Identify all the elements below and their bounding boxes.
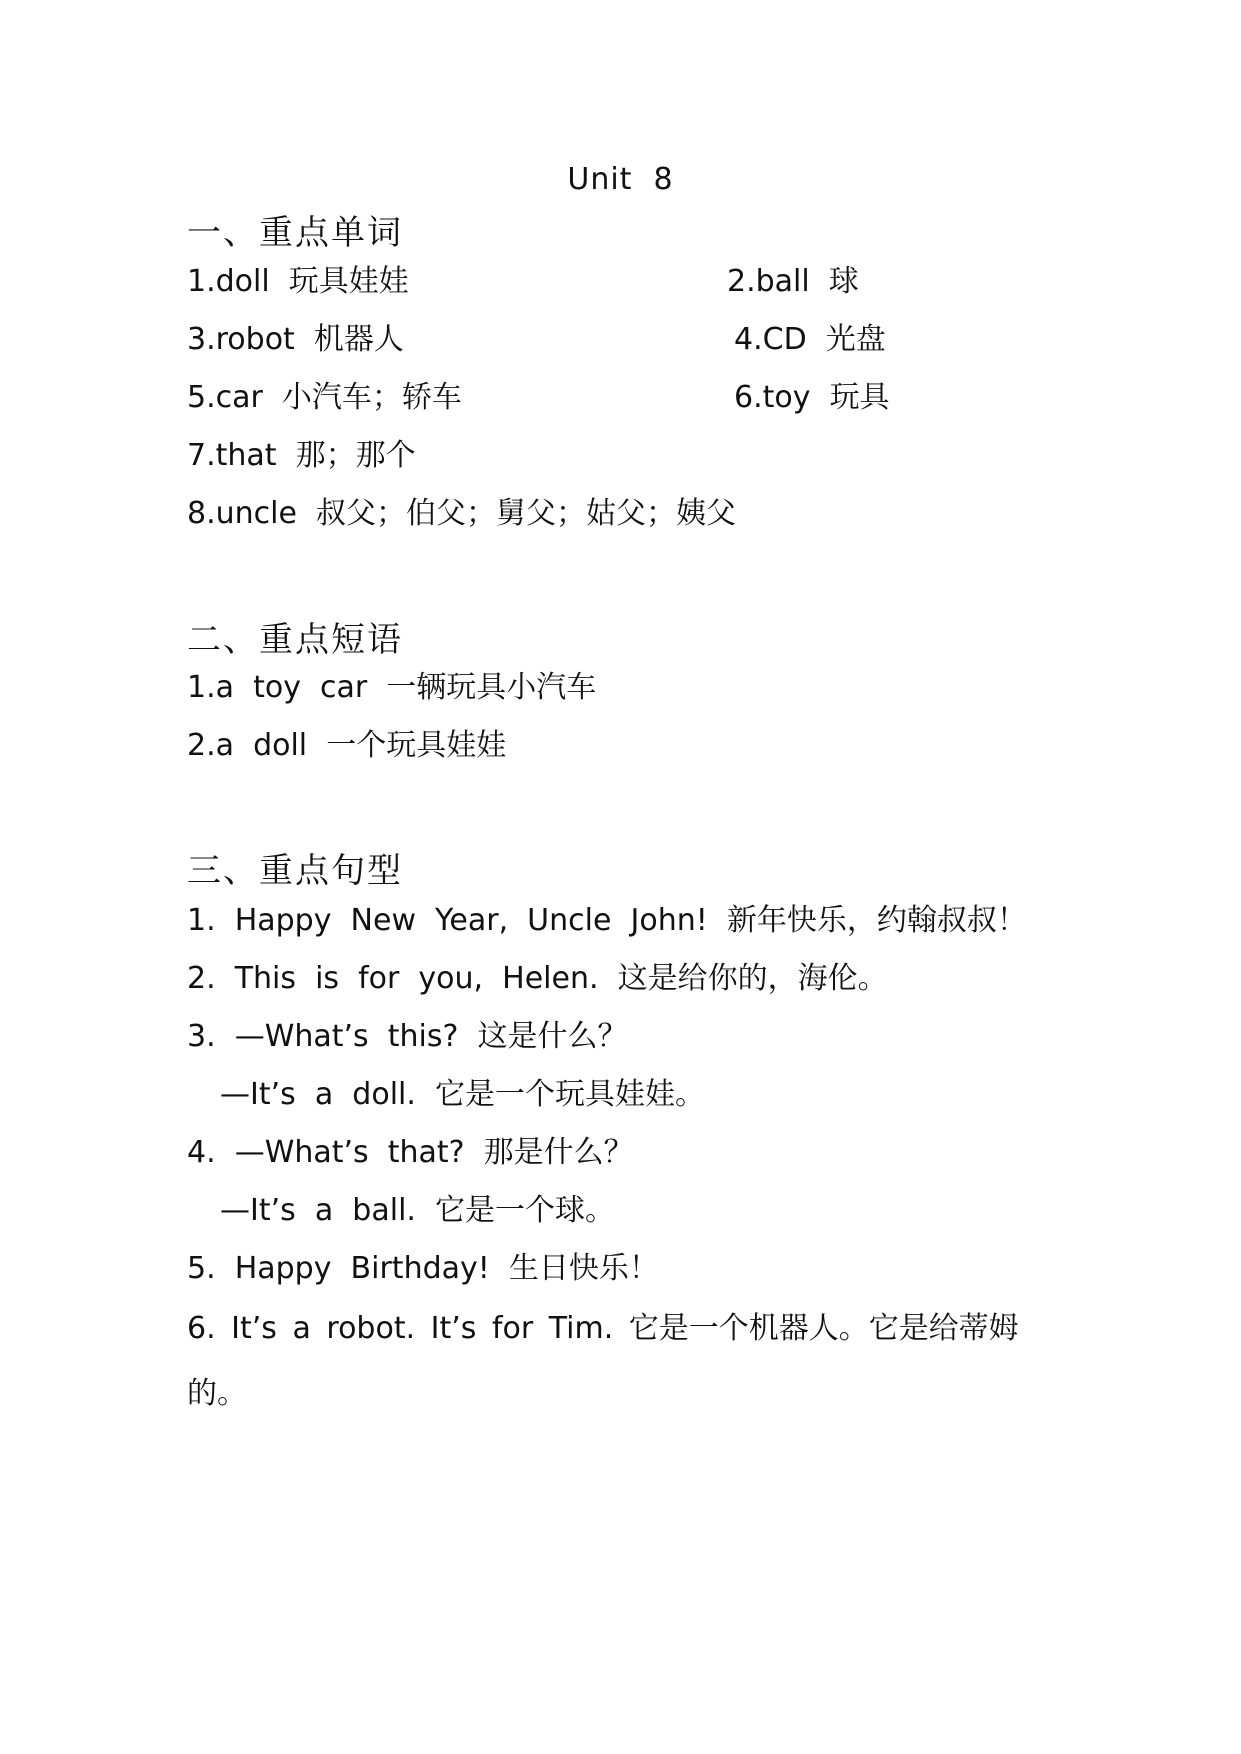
sentence-answer: —It’s a doll. 它是一个玩具娃娃。 bbox=[220, 1077, 705, 1112]
word-item: 3.robot 机器人 bbox=[187, 322, 404, 357]
word-item: 6.toy 玩具 bbox=[734, 380, 890, 415]
phrase-item: 1.a toy car 一辆玩具小汽车 bbox=[187, 670, 597, 705]
sentence-item: 1. Happy New Year, Uncle John! 新年快乐，约翰叔叔！ bbox=[187, 903, 1027, 938]
section-heading-key-phrases: 二、重点短语 bbox=[187, 620, 403, 660]
word-item: 8.uncle 叔父；伯父；舅父；姑父；姨父 bbox=[187, 496, 737, 531]
sentence-item: 3. —What’s this? 这是什么？ bbox=[187, 1019, 628, 1054]
section-heading-key-sentences: 三、重点句型 bbox=[187, 851, 403, 891]
phrase-item: 2.a doll 一个玩具娃娃 bbox=[187, 728, 507, 763]
section-heading-key-words: 一、重点单词 bbox=[187, 213, 403, 253]
page-title: Unit 8 bbox=[567, 162, 674, 197]
sentence-item: 5. Happy Birthday! 生日快乐！ bbox=[187, 1251, 659, 1286]
sentence-answer: —It’s a ball. 它是一个球。 bbox=[220, 1193, 616, 1228]
sentence-item: 4. —What’s that? 那是什么？ bbox=[187, 1135, 634, 1170]
sentence-item: 2. This is for you, Helen. 这是给你的，海伦。 bbox=[187, 961, 888, 996]
word-item: 4.CD 光盘 bbox=[734, 322, 886, 357]
word-item: 5.car 小汽车；轿车 bbox=[187, 380, 462, 415]
sentence-item: 6. It’s a robot. It’s for Tim. 它是一个机器人。它是给蒂姆的。 bbox=[187, 1311, 1019, 1411]
word-item: 1.doll 玩具娃娃 bbox=[187, 264, 409, 299]
word-item: 7.that 那；那个 bbox=[187, 438, 416, 473]
word-item: 2.ball 球 bbox=[727, 264, 859, 299]
